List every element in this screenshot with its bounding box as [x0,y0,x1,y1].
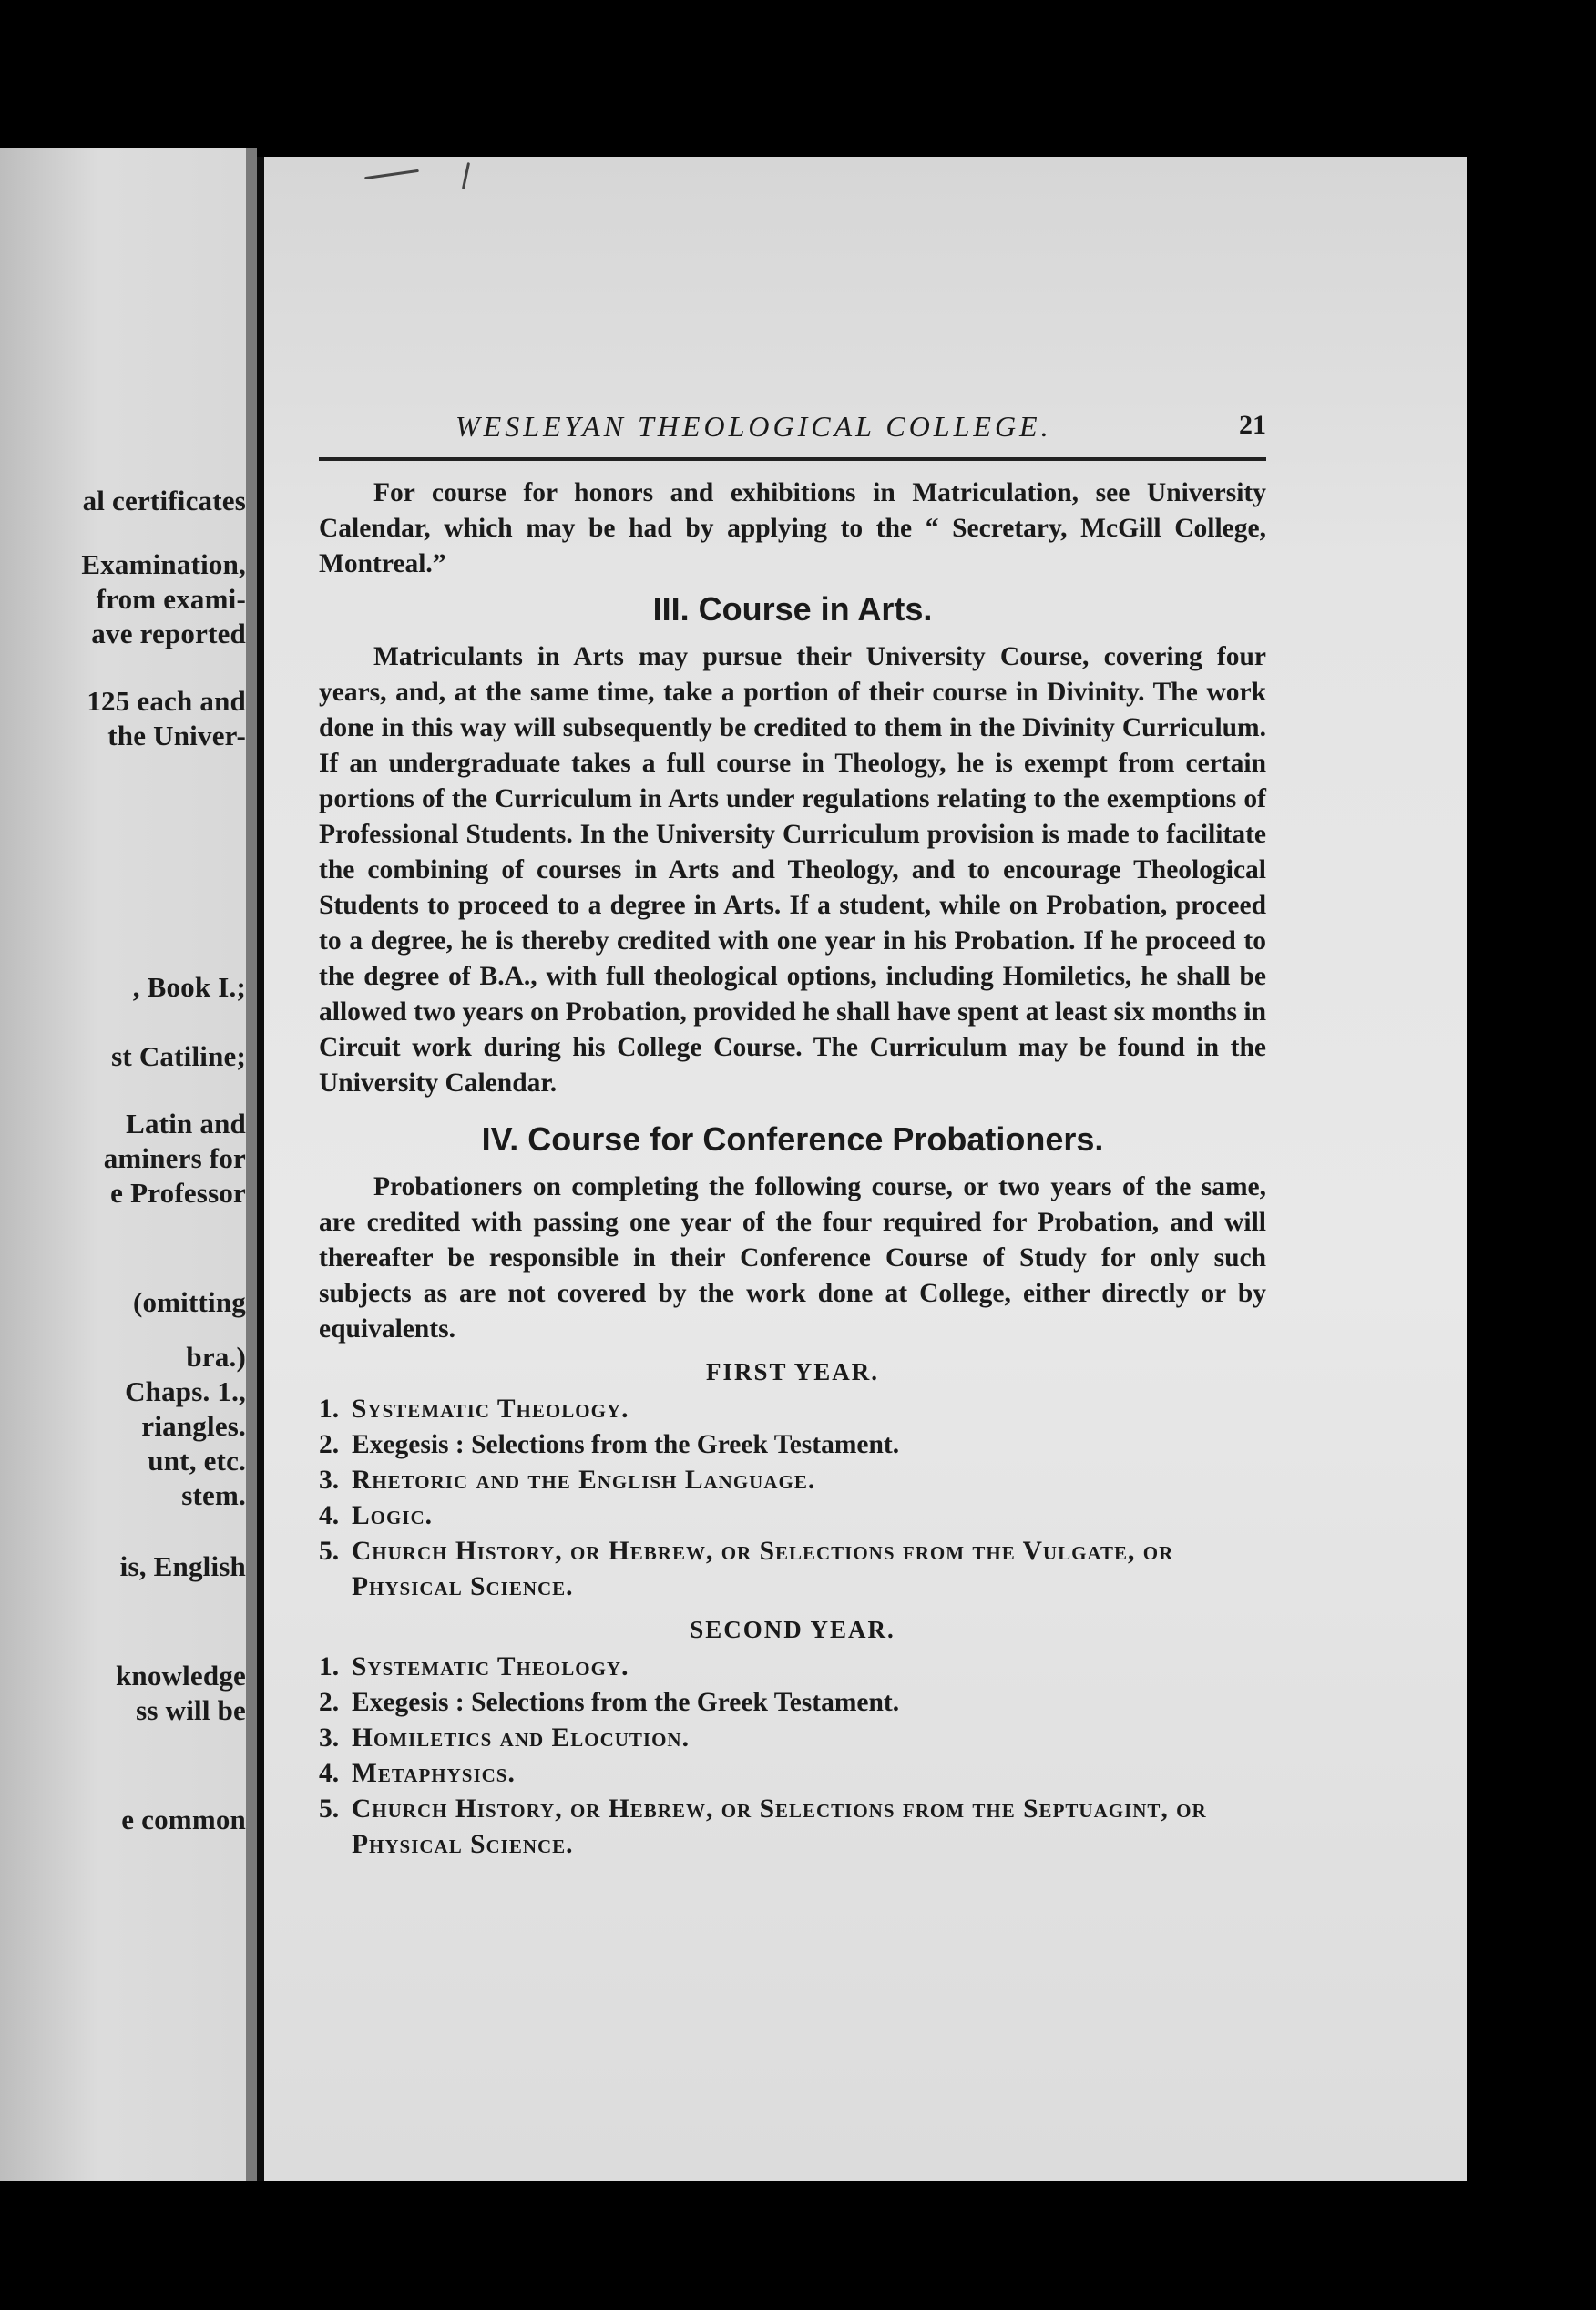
arts-paragraph: Matriculants in Arts may pursue their University Course, covering four years, and, at the same time, take a portion of their course in Divinity. The work done in this way will subsequently be credited to them in the Divinity Curriculum. If an undergraduate takes a full course in Theology, he is exempt from certain portions of the Curriculum in Arts under regulations relating to the exemptions of Professional Students. In the University Curriculum provision is made to facilitate the combining of courses in Arts and Theology, and to encourage Theological Students to proceed to a degree in Arts. If a student, while on Probation, proceed to a degree, he is thereby credited with one year in his Probation. If he proceed to the degree of B.A., with full theological options, including Homiletics, he shall be allowed two years on Probation, provided he shall have spent at least six months in Circuit work during his College Course. The Curriculum may be found in the University Calendar. [319,642,1266,1098]
left-page-fragment: riangles. [141,1410,246,1442]
left-page-fragment: is, English [119,1550,246,1582]
right-page [264,157,1467,2181]
page-body [319,475,1266,1863]
list-item [319,1792,1266,1863]
page-header [319,410,1266,454]
item-number: 3. [319,1723,340,1753]
item-text: Exegesis : Selections from the Greek Testament. [352,1688,900,1717]
left-page-fragment: st Catiline; [111,1040,246,1072]
binding-rule [257,157,264,2181]
left-page-fragment: (omitting [132,1286,246,1318]
item-number: 2. [319,1430,340,1459]
left-page-fragment: e Professor [110,1177,246,1209]
item-number: 1. [319,1395,340,1424]
list-item [319,1685,1266,1721]
left-page-fragment: the Univer- [107,720,246,751]
list-item [319,1427,1266,1463]
left-page-fragment: 125 each and [87,685,246,717]
item-text: Systematic Theology. [352,1652,629,1681]
item-number: 4. [319,1501,340,1530]
item-text: Church History, or Hebrew, or Selections from the Vulgate, or Physical Science. [352,1537,1174,1601]
item-number: 1. [319,1652,340,1681]
left-page-fragment: knowledge [115,1660,246,1692]
left-page-fragment: ave reported [91,618,246,649]
page-gutter [246,148,257,2181]
second-year-heading: SECOND YEAR. [690,1616,895,1643]
list-item [319,1534,1266,1605]
item-text: Rhetoric and the English Language. [352,1466,816,1495]
second-year-list [319,1650,1266,1863]
first-year-heading: FIRST YEAR. [705,1358,880,1385]
left-facing-page [0,148,246,2181]
list-item [319,1756,1266,1792]
item-text: Homiletics and Elocution. [352,1723,690,1753]
list-item [319,1721,1266,1756]
list-item [319,1463,1266,1498]
left-page-fragment: al certificates [82,485,246,516]
item-number: 2. [319,1688,340,1717]
left-page-fragment: e common [121,1804,246,1835]
left-page-fragment: unt, etc. [148,1445,246,1477]
section-title-arts: III. Course in Arts. [652,590,933,628]
left-page-fragment: , Book I.; [132,971,246,1003]
pen-mark [364,169,419,179]
probationers-paragraph: Probationers on completing the following course, or two years of the same, are credited with passing one year of the four required for Probation, and will thereafter be responsible in their Conference Course of Study for only such subjects as are not covered by the work done at College, either directly or by equivalents. [319,1172,1266,1344]
section-title-probationers: IV. Course for Conference Probationers. [481,1120,1104,1158]
item-number: 3. [319,1466,340,1495]
pen-mark [462,162,470,189]
left-page-fragment: stem. [181,1479,246,1511]
item-number: 4. [319,1759,340,1788]
header-rule [319,457,1266,461]
intro-paragraph: For course for honors and exhibitions in Matriculation, see University Calendar, which may be had by applying to the “ Secretary, McGill College, Montreal.” [319,478,1266,578]
list-item [319,1392,1266,1427]
left-page-fragment: Chaps. 1., [125,1375,246,1407]
item-text: Exegesis : Selections from the Greek Testament. [352,1430,900,1459]
list-item [319,1650,1266,1685]
page-number: 21 [1239,410,1266,440]
item-text: Church History, or Hebrew, or Selections from the Septuagint, or Physical Science. [352,1794,1207,1859]
left-page-fragment: from exami- [96,583,246,615]
running-head: WESLEYAN THEOLOGICAL COLLEGE. [455,410,1052,443]
item-text: Metaphysics. [352,1759,516,1788]
item-number: 5. [319,1794,340,1824]
item-number: 5. [319,1537,340,1566]
list-item [319,1498,1266,1534]
left-page-fragment: Examination, [81,548,246,580]
left-page-fragment: bra.) [186,1341,246,1373]
left-page-fragment: aminers for [103,1142,246,1174]
item-text: Systematic Theology. [352,1395,629,1424]
first-year-list [319,1392,1266,1605]
left-page-fragment: ss will be [136,1694,246,1726]
left-page-fragment: Latin and [126,1108,246,1140]
item-text: Logic. [352,1501,434,1530]
